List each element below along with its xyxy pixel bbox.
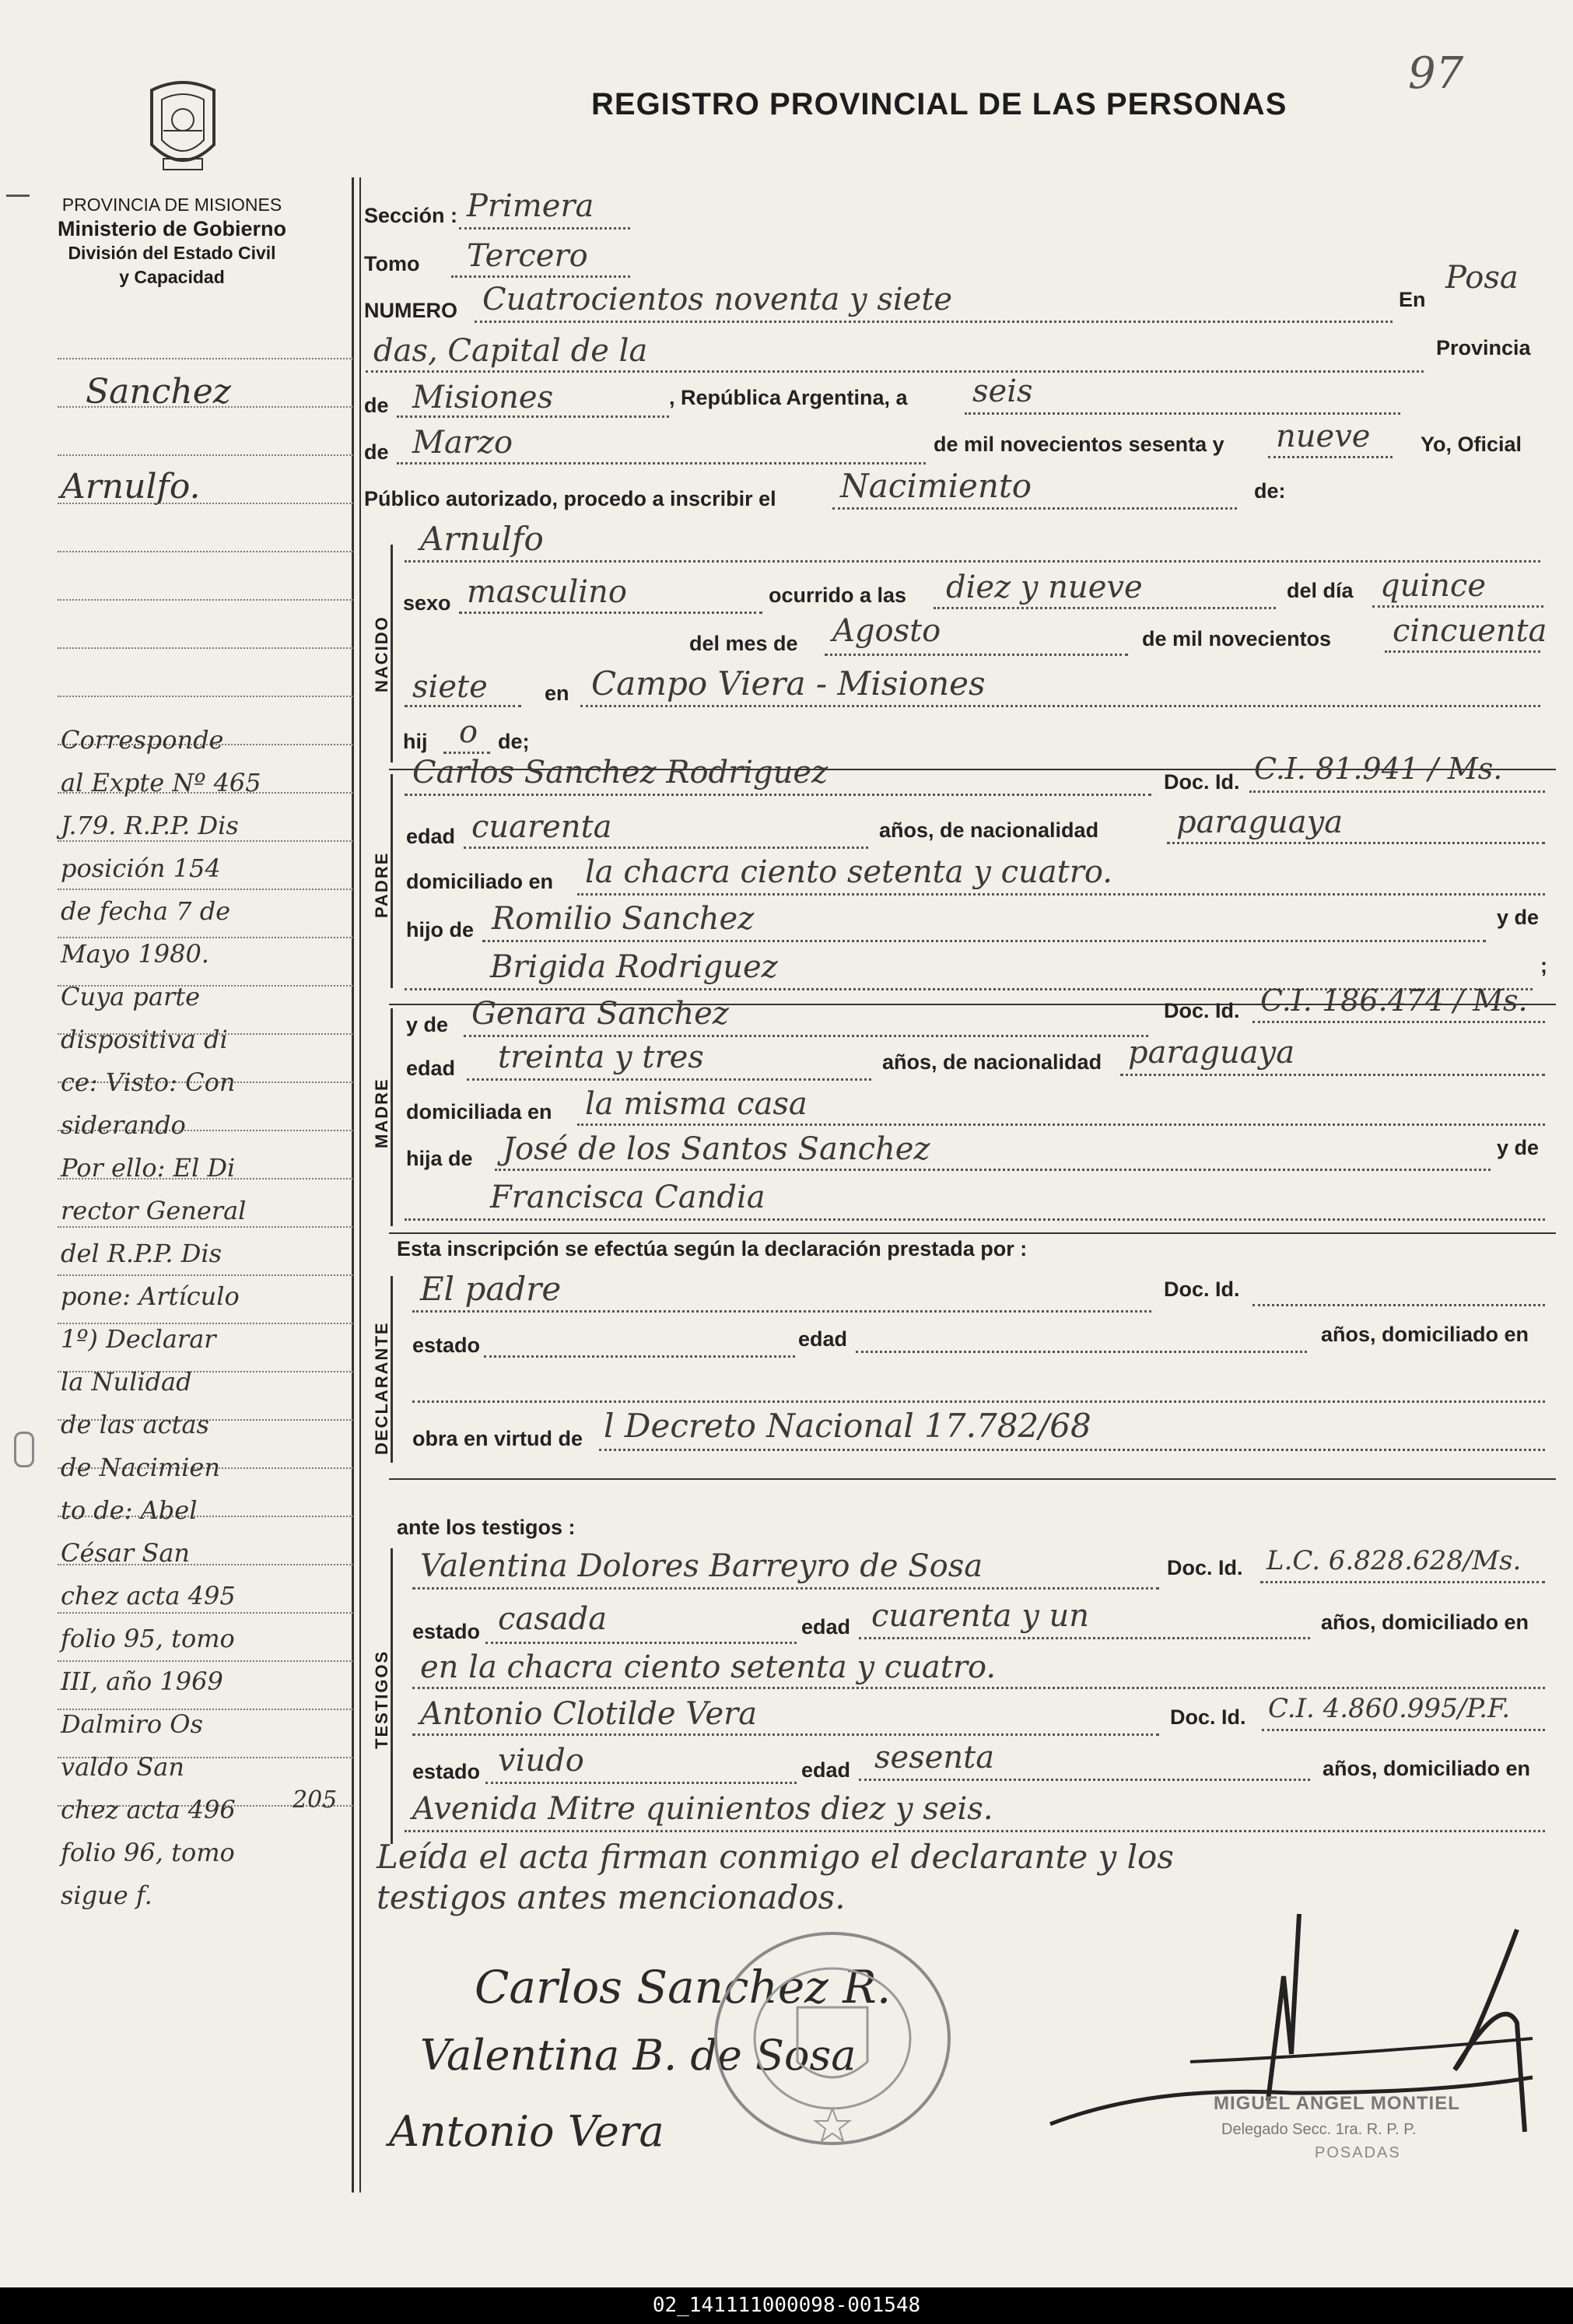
label-estado-t1: estado: [412, 1620, 481, 1643]
margin-note-line: folio 96, tomo: [61, 1838, 235, 1867]
value-mes-nac: Agosto: [832, 613, 941, 649]
margin-rule: [58, 551, 353, 552]
label-mil-nov: de mil novecientos sesenta y: [934, 433, 1224, 456]
value-madre-doc: C.I. 186.474 / Ms.: [1260, 983, 1528, 1018]
margin-rule: [58, 454, 353, 456]
value-madre-nombre: Genara Sanchez: [471, 996, 729, 1032]
dots-t1-nombre: [412, 1587, 1159, 1590]
margin-note-line: valdo San: [61, 1752, 184, 1782]
label-edad-madre: edad: [406, 1057, 456, 1080]
left-frame-line-inner: [359, 177, 361, 2193]
dots-dec-doc: [1252, 1304, 1545, 1306]
margin-note-line: chez acta 495: [61, 1581, 236, 1611]
value-t1-dom: en la chacra ciento setenta y cuatro.: [420, 1649, 997, 1685]
value-provincia: Misiones: [412, 380, 554, 415]
margin-note-line: de las actas: [61, 1410, 209, 1439]
side-label-declarante: DECLARANTE: [372, 1321, 391, 1455]
margin-rule: [58, 840, 353, 842]
dots-nombre: [405, 560, 1540, 563]
label-edad-dec: edad: [798, 1327, 848, 1351]
label-en: En: [1399, 288, 1426, 311]
label-anos-nac-madre: años, de nacionalidad: [882, 1050, 1102, 1074]
value-numero: Cuatrocientos noventa y siete: [482, 282, 953, 317]
label-y-de: y de: [1497, 906, 1540, 929]
label-domiciliada: domiciliada en: [406, 1100, 552, 1123]
dots-dec-edad: [856, 1351, 1307, 1353]
dots-abuelo-p: [482, 940, 1486, 942]
value-acto: Nacimiento: [840, 467, 1032, 505]
value-obra: l Decreto Nacional 17.782/68: [604, 1407, 1091, 1445]
value-madre-nac: paraguaya: [1128, 1035, 1295, 1071]
margin-rule: [58, 1274, 353, 1276]
label-ocurrido: ocurrido a las: [769, 584, 907, 607]
dots-anio-nac2: [405, 705, 521, 707]
dots-padre-nombre: [405, 794, 1151, 796]
value-padre-dom: la chacra ciento setenta y cuatro.: [585, 854, 1112, 890]
value-abuelo-m: José de los Santos Sanchez: [503, 1131, 930, 1167]
closing-line-1: Leída el acta firman conmigo el declarante y los: [377, 1838, 1174, 1876]
stamp-officer-role: Delegado Secc. 1ra. R. P. P.: [1221, 2121, 1417, 2138]
margin-note-line: César San: [61, 1538, 190, 1568]
margin-rule: [58, 696, 353, 697]
value-declarante: El padre: [420, 1270, 562, 1308]
label-doc-id-madre: Doc. Id.: [1164, 999, 1240, 1022]
dots-madre-doc: [1252, 1021, 1545, 1023]
label-doc-id-dec: Doc. Id.: [1164, 1278, 1240, 1301]
dots-hora: [934, 607, 1276, 609]
margin-note-line: de Nacimien: [61, 1453, 220, 1482]
label-estado-dec: estado: [412, 1334, 481, 1357]
value-en: Posa: [1445, 260, 1519, 296]
value-hij-suffix: o: [459, 714, 478, 750]
page-number: 97: [1408, 48, 1464, 99]
dots-madre-dom: [577, 1123, 1545, 1126]
label-y-de3: y de: [1497, 1136, 1540, 1159]
margin-note-line: la Nulidad: [61, 1367, 192, 1397]
label-hija-de: hija de: [406, 1147, 473, 1170]
label-republica: , República Argentina, a: [669, 386, 908, 409]
label-de: de: [364, 394, 389, 417]
dots-acto: [832, 507, 1237, 510]
label-tomo: Tomo: [364, 252, 420, 275]
edge-mark: [6, 195, 30, 197]
value-padre-doc: C.I. 81.941 / Ms.: [1254, 752, 1503, 786]
margin-note-line: de fecha 7 de: [61, 896, 231, 926]
issuer-division: División del Estado Civil: [68, 243, 276, 263]
dots-madre-edad: [467, 1078, 871, 1081]
dots-t1-dom: [412, 1687, 1545, 1689]
value-t1-edad: cuarenta y un: [871, 1598, 1090, 1634]
margin-note-line: J.79. R.P.P. Dis: [61, 811, 239, 840]
file-identifier: 02_141111000098-001548: [0, 2287, 1573, 2324]
margin-note-line: Mayo 1980.: [61, 939, 209, 969]
margin-note-line: III, año 1969: [61, 1667, 223, 1696]
label-de2: de: [364, 440, 389, 464]
value-t2-nombre: Antonio Clotilde Vera: [420, 1696, 758, 1732]
dots-numero: [475, 321, 1393, 323]
dots-madre-nombre: [464, 1035, 1148, 1037]
dots-dec-estado: [484, 1355, 795, 1358]
margin-rule: [58, 1660, 353, 1662]
official-round-stamp-icon: [700, 1922, 965, 2155]
dots-t2-dom: [405, 1830, 1545, 1832]
label-del-mes: del mes de: [689, 632, 798, 655]
value-t1-nombre: Valentina Dolores Barreyro de Sosa: [420, 1548, 983, 1584]
value-t2-edad: sesenta: [874, 1740, 995, 1775]
label-mil-nov2: de mil novecientos: [1142, 627, 1332, 650]
dots-provincia: [397, 415, 669, 418]
issuer-block: [44, 193, 300, 289]
side-label-nacido: NACIDO: [372, 615, 391, 692]
label-numero: NUMERO: [364, 299, 457, 322]
margin-note-line: to de: Abel: [61, 1495, 198, 1525]
margin-given-name: Arnulfo.: [61, 467, 201, 507]
margin-rule: [58, 1226, 353, 1228]
label-hij: hij: [403, 730, 428, 753]
label-anos-dom-dec: años, domiciliado en: [1321, 1323, 1529, 1346]
stamp-city: POSADAS: [1315, 2144, 1401, 2161]
margin-note-line: ce: Visto: Con: [61, 1067, 236, 1097]
value-t2-dom: Avenida Mitre quinientos diez y seis.: [412, 1791, 993, 1827]
issuer-ministry: Ministerio de Gobierno: [57, 217, 287, 240]
value-t2-doc: C.I. 4.860.995/P.F.: [1268, 1693, 1511, 1724]
dots-padre-doc: [1249, 790, 1545, 793]
dots-mes-nac: [825, 654, 1128, 656]
margin-folio-ref: 205: [293, 1786, 338, 1814]
label-anos-dom-t2: años, domiciliado en: [1323, 1757, 1531, 1780]
value-t2-estado: viudo: [498, 1743, 584, 1779]
margin-note-line: Cuya parte: [61, 982, 201, 1011]
testigos-divider: [389, 1478, 1556, 1480]
dots-padre-edad: [464, 847, 868, 849]
margin-note-line: Corresponde: [61, 725, 224, 755]
dots-t2-doc: [1262, 1729, 1545, 1731]
value-t1-doc: L.C. 6.828.628/Ms.: [1266, 1545, 1522, 1576]
margin-note-line: dispositiva di: [61, 1025, 228, 1054]
value-abuelo-p: Romilio Sanchez: [492, 901, 755, 937]
margin-rule: [58, 358, 353, 359]
margin-rule: [58, 937, 353, 938]
value-ciudad: das, Capital de la: [373, 333, 648, 369]
label-ante: ante los testigos :: [397, 1516, 576, 1539]
margin-note-line: folio 95, tomo: [61, 1624, 235, 1653]
margin-note-line: sigue f.: [61, 1881, 152, 1910]
dots-t2-estado: [485, 1782, 797, 1784]
signature-testigo-1: Valentina B. de Sosa: [420, 2031, 857, 2080]
value-t1-estado: casada: [498, 1601, 608, 1637]
stamp-officer-name: MIGUEL ANGEL MONTIEL: [1214, 2093, 1460, 2114]
label-doc-id-t2: Doc. Id.: [1170, 1705, 1246, 1729]
dots-obra: [599, 1449, 1545, 1451]
page-title: REGISTRO PROVINCIAL DE LAS PERSONAS: [591, 87, 1287, 121]
value-padre-nac: paraguaya: [1176, 804, 1344, 840]
dots-mes: [397, 462, 926, 464]
value-abuela-m: Francisca Candia: [490, 1180, 765, 1215]
label-del-dia: del día: [1287, 579, 1354, 602]
margin-note-line: del R.P.P. Dis: [61, 1239, 222, 1268]
dots-t1-doc: [1260, 1581, 1545, 1583]
dots-t2-edad: [859, 1779, 1310, 1781]
margin-note-line: al Expte Nº 465: [61, 768, 261, 797]
value-seccion: Primera: [467, 188, 594, 224]
value-nombre: Arnulfo: [420, 520, 544, 558]
dots-padre-nac: [1167, 842, 1545, 844]
margin-rule: [58, 599, 353, 601]
closing-line-2: testigos antes mencionados.: [377, 1878, 846, 1916]
label-edad-padre: edad: [406, 825, 456, 848]
dots-lugar-nac: [580, 705, 1540, 707]
dots-anio-nac1: [1385, 650, 1540, 653]
dots-t1-estado: [485, 1642, 797, 1644]
margin-note-line: pone: Artículo: [61, 1281, 240, 1311]
label-sexo: sexo: [403, 591, 451, 615]
margin-note-line: Dalmiro Os: [61, 1709, 203, 1739]
provincial-seal-icon: [140, 75, 226, 181]
value-dia: seis: [972, 373, 1033, 409]
binding-hole-icon: [14, 1432, 34, 1467]
margin-surname: Sanchez: [86, 372, 231, 412]
value-lugar-nac: Campo Viera - Misiones: [591, 664, 986, 703]
dots-seccion: [459, 227, 630, 230]
dots-sexo: [459, 612, 762, 614]
declarante-divider: [389, 1232, 1556, 1234]
margin-note-line: Por ello: El Di: [61, 1153, 236, 1183]
label-semicolon: ;: [1540, 954, 1547, 977]
dots-padre-dom: [577, 893, 1545, 896]
margin-rule: [58, 647, 353, 649]
dots-declarante: [412, 1310, 1151, 1313]
label-inscripcion: Esta inscripción se efectúa según la declaración prestada por :: [397, 1237, 1028, 1260]
dots-abuelo-m: [495, 1169, 1491, 1171]
label-de-colon: de:: [1254, 479, 1286, 503]
margin-note-line: siderando: [61, 1110, 186, 1140]
label-yo-oficial: Yo, Oficial: [1421, 433, 1522, 456]
issuer-province: PROVINCIA DE MISIONES: [61, 195, 282, 215]
dots-tomo: [451, 275, 630, 278]
label-publico: Público autorizado, procedo a inscribir el: [364, 487, 776, 510]
label-hijo-de: hijo de: [406, 918, 474, 941]
label-de-semi: de;: [498, 730, 530, 753]
value-anio: nueve: [1276, 419, 1371, 454]
value-hora: diez y nueve: [946, 570, 1143, 605]
issuer-capacity: y Capacidad: [119, 267, 225, 287]
value-tomo: Tercero: [467, 238, 588, 274]
label-edad-t2: edad: [801, 1758, 851, 1782]
dots-dia-nac: [1372, 605, 1543, 608]
value-padre-edad: cuarenta: [471, 809, 612, 845]
value-dia-nac: quince: [1380, 568, 1486, 604]
label-en2: en: [545, 682, 569, 705]
value-padre-nombre: Carlos Sanchez Rodriguez: [412, 755, 829, 790]
margin-note-line: 1º) Declarar: [61, 1324, 216, 1354]
label-y-de2: y de: [406, 1013, 449, 1036]
value-anio-nac1: cincuenta: [1393, 613, 1547, 649]
value-madre-dom: la misma casa: [585, 1086, 808, 1122]
value-mes: Marzo: [412, 425, 513, 461]
margin-note-line: rector General: [61, 1196, 247, 1225]
label-provincia: Provincia: [1436, 336, 1531, 359]
margin-rule: [58, 406, 353, 408]
dots-anio: [1268, 456, 1393, 458]
label-domiciliado-padre: domiciliado en: [406, 870, 554, 893]
side-label-testigos: TESTIGOS: [372, 1649, 391, 1749]
label-doc-id-t1: Doc. Id.: [1167, 1556, 1243, 1579]
label-anos-nac-padre: años, de nacionalidad: [879, 818, 1099, 842]
dots-hij: [443, 752, 490, 754]
dots-t1-edad: [859, 1637, 1310, 1639]
label-doc-id-padre: Doc. Id.: [1164, 770, 1240, 794]
margin-note-line: chez acta 496: [61, 1795, 236, 1824]
margin-rule: [58, 503, 353, 504]
label-seccion: Sección :: [364, 204, 458, 227]
dots-dec-dom: [412, 1400, 1545, 1403]
label-obra: obra en virtud de: [412, 1427, 583, 1450]
side-label-padre: PADRE: [372, 851, 391, 918]
dots-dia: [965, 412, 1400, 415]
signature-declarante: Carlos Sanchez R.: [475, 1961, 892, 2014]
signature-testigo-2: Antonio Vera: [389, 2107, 664, 2156]
margin-rule: [58, 889, 353, 890]
dots-t2-nombre: [412, 1733, 1159, 1736]
value-sexo: masculino: [467, 574, 627, 610]
dots-abuela-m: [405, 1218, 1545, 1221]
label-edad-t1: edad: [801, 1615, 851, 1639]
value-abuela-p: Brigida Rodriguez: [490, 949, 778, 985]
side-label-madre: MADRE: [372, 1078, 391, 1148]
margin-note-line: posición 154: [61, 854, 221, 883]
margin-rule: [58, 1612, 353, 1614]
value-madre-edad: treinta y tres: [498, 1039, 704, 1075]
value-anio-nac2: siete: [412, 669, 488, 705]
dots-ciudad: [366, 370, 1424, 373]
label-anos-dom-t1: años, domiciliado en: [1321, 1611, 1529, 1634]
label-estado-t2: estado: [412, 1760, 481, 1783]
dots-madre-nac: [1120, 1074, 1545, 1076]
